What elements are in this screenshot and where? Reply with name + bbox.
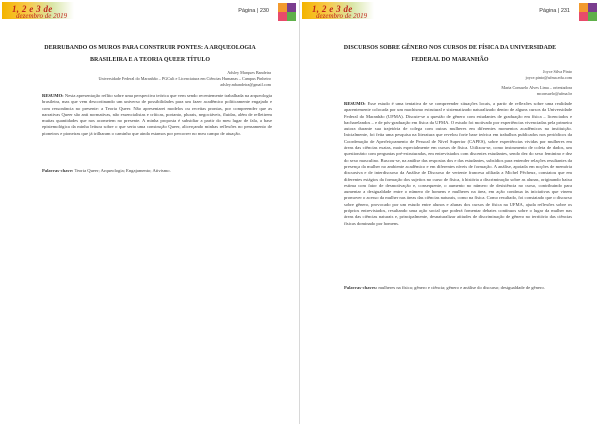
keywords-text: mulheres na física; gênero e ciência; gênero e análise do discurso; desigualdade de gênero.: [378, 285, 545, 290]
paper-title-line1: DISCURSOS SOBRE GÊNERO NOS CURSOS DE FÍSICA DA UNIVERSIDADE: [343, 45, 557, 51]
paper-title-line2: FEDERAL DO MARANHÃO: [411, 57, 489, 63]
paper-title-line2: BRASILEIRA E A TEORIA QUEER TÍTULO: [90, 57, 210, 63]
author2-name: Maria Consuelo Alves Lima – orientadora: [501, 85, 572, 90]
abstract-text: Nesta apresentação reflito sobre uma perspectiva teórica que vem sendo recentemente trabalhada na arqueologia brasileira, mas que vem descortinando um universo de possibilidades para um fazer acadêmico politicamente engajado e com ressonância no presente: a Teoria Queer. Não apresentarei modelos ou receitas prontas, por compreender que as narrativas Queer são anti normativas, não essencialistas e críticas, portanto, plurais, negociáveis, fluidas, além de refletirem muitas quantidades que nos acometem no presente. A minha proposta é subsidiar a partir do meu lugar de fala, a base epistemológica da minha leitura sobre o que seria uma construção Queer, alicerçando minhas reflexões no pensamento de pioneiros e pioneiras que já trilharam o caminho que ainda estamos por percorrer no meu campo de atuação.: [42, 93, 272, 136]
author2-email: mconsuelo@ufma.br: [536, 91, 572, 96]
author-email: adsley.mbandeira@gmail.com: [220, 82, 271, 87]
abstract-label: RESUMO:: [42, 93, 64, 98]
banner-date-line1: 1, 2 e 3 de: [312, 4, 353, 14]
keywords-label: Palavras-chaves:: [344, 285, 378, 290]
logo-icon: [278, 3, 296, 21]
keywords-label: Palavras-chave:: [42, 168, 74, 173]
abstract-text: Esse estudo é uma tentativa de se compreender situações locais, a partir de reflexões sobre uma realidade aparentemente colocada por um machismo estrutural e sistematizado naturalizado dentro de alguns cursos da Universidade Federal do Maranhão (UFMA). Discute-se a questão de gênero com estudantes de graduação em física – licenciados e bacharelandos – e de pós-graduação em física da UFMA. O estudo foi motivado por experiências vivenciadas pela primeira autora durante sua trajetória de colega com outras mulheres em diferentes momentos acadêmicos na instituição. Inicialmente, foi feita uma pesquisa na literatura que revelou forte base teórica em trabalhos publicados nos periódicos da Coordenação de Aperfeiçoamento de Pessoal de Nível Superior (CAPES), sobre experiências vividas por mulheres em áreas das ciências exatas, mais especialmente em cursos de física. Utilizou-se, como instrumento de coleta de dados, um questionário com perguntas pré-estruturadas, em entrevistados com discentes estudantes, sendo dez do sexo feminino e dez do sexo masculino. Buscou-se, na análise das respostas dos e das estudantes, subsídios para entender relações resultantes da presença da mulher no ambiente acadêmico e em diferentes níveis de formação. A análise, apoiada em noções de memória discursiva e de interdiscurso da Análise de Discurso de vertente francesa afiliada a Michel Pêcheux, constatou que em diferentes estágios da formação dos sujeitos no curso de física, à história a discriminação sobre as alunas, originando baixa estima com fator de desmotivação e, consequente, o aumento no número de desistência no curso, contribuindo para aumentar a desigualdade entre o número de homens e mulheres na área, em ação contínua às iniciativas que vinem promover o acesso da mulher nas áreas das ciências naturais, como na física. Como resultado, foi constatado que o discurso sobre gênero, provocado por um estudo entre alunos e alunas dos cursos de física na UFMA, ajuda reflexões sobre os próprios entrevistados, resultando uma ação social que poderá fomentar debates contínuos sobre o lugar da mulher nas áreas das ciências naturais e, principalmente, desnaturalizar atitudes de discriminação de gênero no território das ciências físicas dominado por homens.: [344, 101, 572, 226]
abstract: [42, 93, 272, 137]
author1-name: Joyce Silva Pinto: [542, 69, 572, 74]
author-affiliation: Universidade Federal do Maranhão – PGCult e Licenciatura em Ciências Humanas – Campus Pinheiro: [98, 76, 271, 81]
banner-date-line2: dezembro de 2019: [16, 12, 68, 20]
author1-email: joyce.pinto@ufma.edu.com: [525, 75, 572, 80]
author-name: Adsley Marques Bandeira: [227, 70, 271, 75]
banner-date-line1: 1, 2 e 3 de: [12, 4, 53, 14]
keywords: [42, 168, 272, 174]
abstract-label: RESUMO:: [344, 101, 366, 106]
paper-title-line1: DERRUBANDO OS MUROS PARA CONSTRUIR PONTES: A ARQUEOLOGIA: [44, 45, 256, 51]
keywords: [344, 285, 572, 291]
right-page: [300, 0, 600, 424]
page-number: Página | 231: [539, 8, 570, 14]
page-number: Página | 230: [238, 8, 269, 14]
abstract: [344, 101, 572, 227]
logo-icon: [579, 3, 597, 21]
keywords-text: Teoria Queer; Arqueologia; Engajamento; Ativismo.: [74, 168, 171, 173]
banner-date-line2: dezembro de 2019: [316, 12, 368, 20]
